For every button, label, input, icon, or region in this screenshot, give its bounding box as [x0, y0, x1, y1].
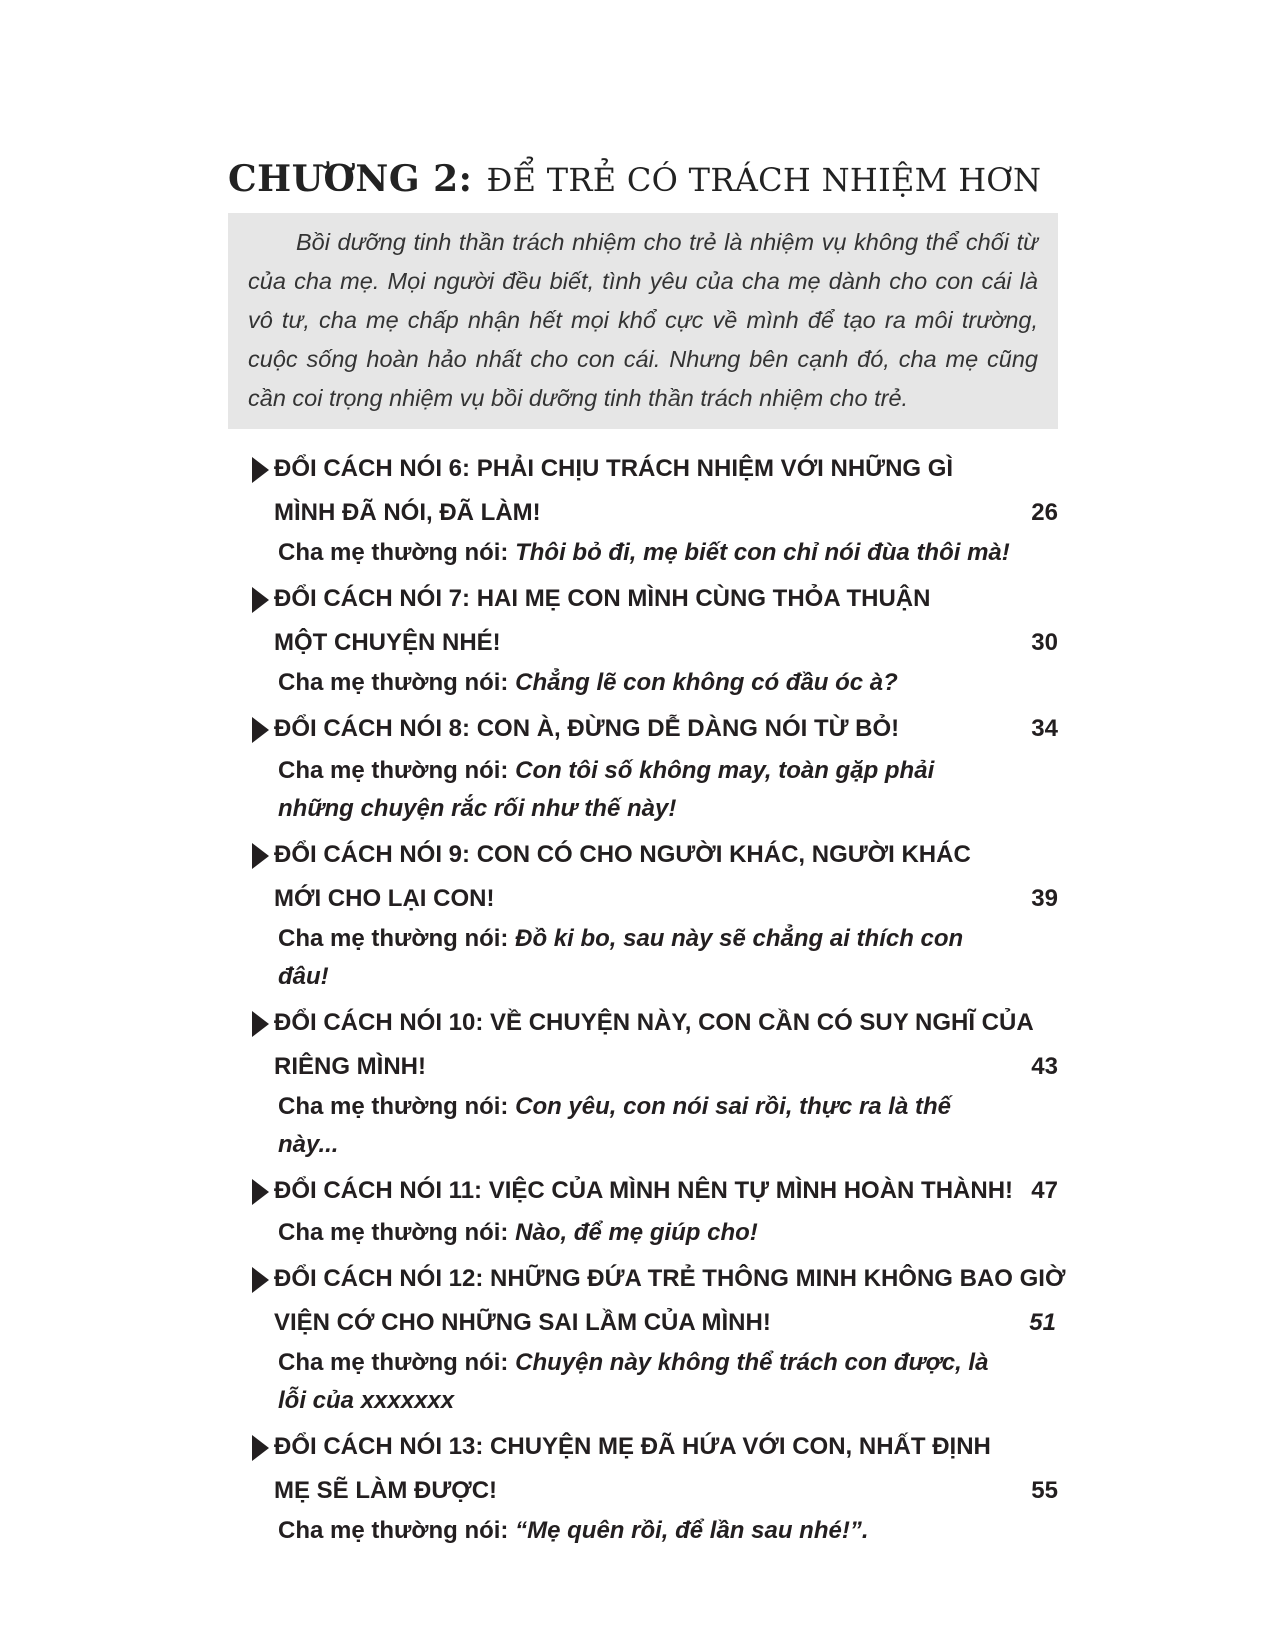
toc-page-number: 26	[1031, 499, 1058, 526]
parents-say-quote: Đồ ki bo, sau này sẽ chẳng ai thích con đâu!	[278, 925, 964, 990]
parents-say-label: Cha mẹ thường nói:	[278, 1219, 509, 1246]
parents-say-quote: Thôi bỏ đi, mẹ biết con chỉ nói đùa thôi mà!	[515, 539, 1010, 566]
toc-entry-title-cont: MÌNH ĐÃ NÓI, ĐÃ LÀM!	[274, 499, 541, 526]
toc-entry[interactable]	[228, 1000, 1058, 1164]
toc-entry-label: ĐỔI CÁCH NÓI 8:	[274, 715, 471, 742]
toc-page-number: 39	[1031, 885, 1058, 912]
toc-entry-title: VỀ CHUYỆN NÀY, CON CẦN CÓ SUY NGHĨ CỦA	[490, 1009, 1034, 1036]
chapter-intro-box	[228, 213, 1058, 429]
parents-say	[228, 1344, 1058, 1420]
chapter-title: ĐỂ TRẺ CÓ TRÁCH NHIỆM HƠN	[486, 161, 1042, 199]
parents-say-quote: Nào, để mẹ giúp cho!	[515, 1219, 758, 1246]
toc-entry-title: CON À, ĐỪNG DỄ DÀNG NÓI TỪ BỎ!	[476, 715, 900, 742]
toc-entry[interactable]	[228, 576, 1058, 702]
toc-entry-title-cont: MỘT CHUYỆN NHÉ!	[274, 629, 501, 656]
parents-say-quote: Con tôi số không may, toàn gặp phải những chuyện rắc rối như thế này!	[278, 757, 935, 822]
toc-entry-title: VIỆC CỦA MÌNH NÊN TỰ MÌNH HOÀN THÀNH!	[488, 1177, 1014, 1204]
triangle-bullet-icon	[252, 1435, 269, 1461]
triangle-bullet-icon	[252, 457, 269, 483]
toc-entry-title: CHUYỆN MẸ ĐÃ HỨA VỚI CON, NHẤT ĐỊNH	[490, 1433, 991, 1460]
parents-say	[228, 920, 1058, 996]
triangle-bullet-icon	[252, 587, 269, 613]
toc-page-number: 55	[1031, 1477, 1058, 1504]
toc-page-number: 34	[1031, 715, 1058, 742]
parents-say-label: Cha mẹ thường nói:	[278, 1349, 509, 1376]
toc-page-number: 30	[1031, 629, 1058, 656]
toc-entry-title-cont: VIỆN CỚ CHO NHỮNG SAI LẦM CỦA MÌNH!	[274, 1309, 771, 1336]
toc-page-number: 43	[1031, 1053, 1058, 1080]
toc-entry[interactable]	[228, 1424, 1058, 1550]
parents-say	[228, 534, 1058, 572]
parents-say-quote: Chẳng lẽ con không có đầu óc à?	[515, 669, 898, 696]
toc-entry-title: CON CÓ CHO NGƯỜI KHÁC, NGƯỜI KHÁC	[476, 841, 971, 868]
table-of-contents	[228, 446, 1066, 1554]
toc-entry-label: ĐỔI CÁCH NÓI 12:	[274, 1265, 484, 1292]
triangle-bullet-icon	[252, 1011, 269, 1037]
toc-entry[interactable]	[228, 1168, 1058, 1252]
chapter-heading	[228, 158, 1041, 200]
toc-entry-label: ĐỔI CÁCH NÓI 7:	[274, 585, 471, 612]
parents-say	[228, 752, 1058, 828]
parents-say	[228, 1214, 1058, 1252]
triangle-bullet-icon	[252, 1267, 269, 1293]
toc-entry[interactable]	[228, 832, 1058, 996]
parents-say	[228, 664, 1058, 702]
parents-say-label: Cha mẹ thường nói:	[278, 1517, 509, 1544]
parents-say-label: Cha mẹ thường nói:	[278, 925, 509, 952]
toc-entry-title-cont: MẸ SẼ LÀM ĐƯỢC!	[274, 1477, 498, 1504]
toc-entry-title: HAI MẸ CON MÌNH CÙNG THỎA THUẬN	[476, 585, 931, 612]
toc-entry[interactable]	[228, 446, 1058, 572]
toc-entry-label: ĐỔI CÁCH NÓI 11:	[274, 1177, 483, 1204]
toc-entry-label: ĐỔI CÁCH NÓI 13:	[274, 1433, 484, 1460]
chapter-label: CHƯƠNG 2:	[228, 158, 473, 200]
toc-entry[interactable]	[228, 1256, 1066, 1420]
toc-entry-title-cont: RIÊNG MÌNH!	[274, 1053, 426, 1080]
toc-entry-title-cont: MỚI CHO LẠI CON!	[274, 885, 495, 912]
triangle-bullet-icon	[252, 1179, 269, 1205]
triangle-bullet-icon	[252, 717, 269, 743]
toc-entry-label: ĐỔI CÁCH NÓI 6:	[274, 455, 471, 482]
parents-say-label: Cha mẹ thường nói:	[278, 757, 509, 784]
parents-say	[228, 1512, 1058, 1550]
toc-entry-title: PHẢI CHỊU TRÁCH NHIỆM VỚI NHỮNG GÌ	[476, 455, 954, 482]
toc-page-number: 47	[1031, 1177, 1058, 1204]
toc-entry-label: ĐỔI CÁCH NÓI 10:	[274, 1009, 484, 1036]
parents-say	[228, 1088, 1058, 1164]
triangle-bullet-icon	[252, 843, 269, 869]
toc-entry[interactable]	[228, 706, 1058, 828]
chapter-intro-text: Bồi dưỡng tinh thần trách nhiệm cho trẻ là nhiệm vụ không thể chối từ của cha mẹ. Mọi người đều biết, tình yêu của cha mẹ dành cho con cái là vô tư, cha mẹ chấp nhận hết mọi khổ cực về mình để tạo ra môi trường, cuộc sống hoàn hảo nhất cho con cái. Nhưng bên cạnh đó, cha mẹ cũng cần coi trọng nhiệm vụ bồi dưỡng tinh thần trách nhiệm cho trẻ.	[248, 229, 1038, 411]
parents-say-label: Cha mẹ thường nói:	[278, 1093, 509, 1120]
toc-entry-label: ĐỔI CÁCH NÓI 9:	[274, 841, 471, 868]
parents-say-quote: “Mẹ quên rồi, để lần sau nhé!”.	[515, 1517, 869, 1544]
parents-say-label: Cha mẹ thường nói:	[278, 669, 509, 696]
toc-entry-title: NHỮNG ĐỨA TRẺ THÔNG MINH KHÔNG BAO GIỜ	[490, 1265, 1066, 1292]
parents-say-label: Cha mẹ thường nói:	[278, 539, 509, 566]
parents-say-quote: Con yêu, con nói sai rồi, thực ra là thế này...	[278, 1093, 951, 1158]
toc-page-number: 51	[1029, 1309, 1056, 1336]
parents-say-quote: Chuyện này không thể trách con được, là lỗi của xxxxxxx	[278, 1349, 989, 1414]
